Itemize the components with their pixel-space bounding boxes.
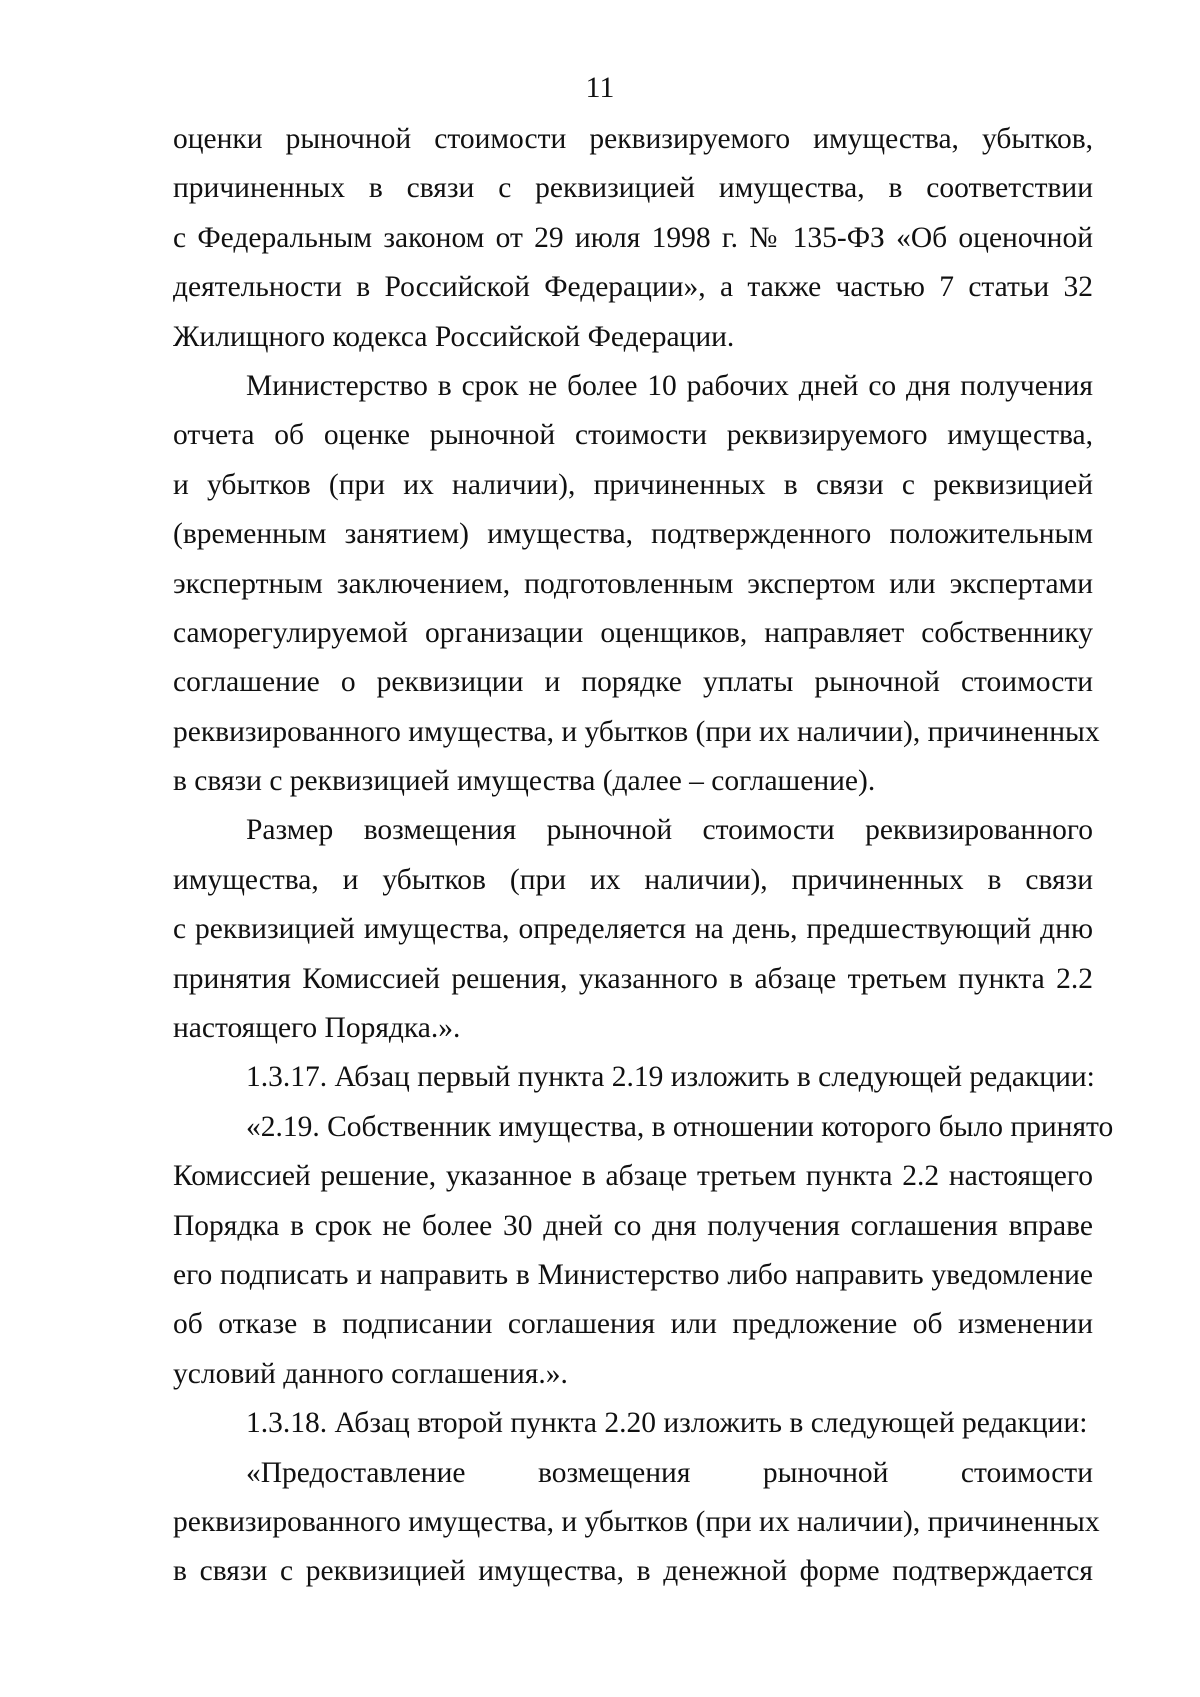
- text-line: принятия Комиссией решения, указанного в абзаце третьем пункта 2.2: [173, 962, 1093, 995]
- text-line: реквизированного имущества, и убытков (при их наличии), причиненных: [173, 1505, 1100, 1538]
- text-line: соглашение о реквизиции и порядке уплаты рыночной стоимости: [173, 666, 1093, 699]
- text-line: об отказе в подписании соглашения или предложение об изменении: [173, 1308, 1093, 1341]
- text-line: его подписать и направить в Министерство либо направить уведомление: [173, 1258, 1093, 1291]
- text-line: причиненных в связи с реквизицией имущества, в соответствии: [173, 172, 1093, 205]
- text-line: Жилищного кодекса Российской Федерации.: [173, 320, 735, 353]
- text-line: оценки рыночной стоимости реквизируемого имущества, убытков,: [173, 123, 1093, 155]
- text-line: саморегулируемой организации оценщиков, направляет собственнику: [173, 616, 1093, 649]
- text-line: и убытков (при их наличии), причиненных в связи с реквизицией: [173, 468, 1093, 501]
- text-line: условий данного соглашения.».: [173, 1357, 568, 1390]
- page-number: 11: [585, 71, 615, 104]
- text-line: 1.3.18. Абзац второй пункта 2.20 изложить в следующей редакции:: [246, 1407, 1088, 1440]
- text-line: Размер возмещения рыночной стоимости реквизированного: [246, 814, 1093, 847]
- text-line: в связи с реквизицией имущества (далее – соглашение).: [173, 765, 876, 798]
- text-line: «2.19. Собственник имущества, в отношении которого было принято: [246, 1110, 1114, 1143]
- text-line: настоящего Порядка.».: [173, 1012, 461, 1045]
- text-line: отчета об оценке рыночной стоимости реквизируемого имущества,: [173, 419, 1093, 452]
- text-line: «Предоставление возмещения рыночной стоимости: [246, 1456, 1093, 1489]
- document-body: [173, 115, 1114, 1597]
- text-line: деятельности в Российской Федерации», а также частью 7 статьи 32: [173, 271, 1093, 304]
- text-line: Министерство в срок не более 10 рабочих дней со дня получения: [246, 369, 1093, 402]
- text-line: с Федеральным законом от 29 июля 1998 г. № 135-ФЗ «Об оценочной: [173, 221, 1093, 254]
- text-line: имущества, и убытков (при их наличии), причиненных в связи: [173, 863, 1093, 896]
- text-line: (временным занятием) имущества, подтвержденного положительным: [173, 518, 1093, 551]
- text-line: с реквизицией имущества, определяется на день, предшествующий дню: [173, 913, 1093, 946]
- text-line: 1.3.17. Абзац первый пункта 2.19 изложить в следующей редакции:: [246, 1061, 1095, 1094]
- text-line: реквизированного имущества, и убытков (при их наличии), причиненных: [173, 715, 1100, 748]
- text-line: в связи с реквизицией имущества, в денежной форме подтверждается: [173, 1555, 1093, 1588]
- text-line: Комиссией решение, указанное в абзаце третьем пункта 2.2 настоящего: [173, 1160, 1093, 1193]
- text-line: экспертным заключением, подготовленным экспертом или экспертами: [173, 567, 1093, 600]
- text-line: Порядка в срок не более 30 дней со дня получения соглашения вправе: [173, 1209, 1093, 1242]
